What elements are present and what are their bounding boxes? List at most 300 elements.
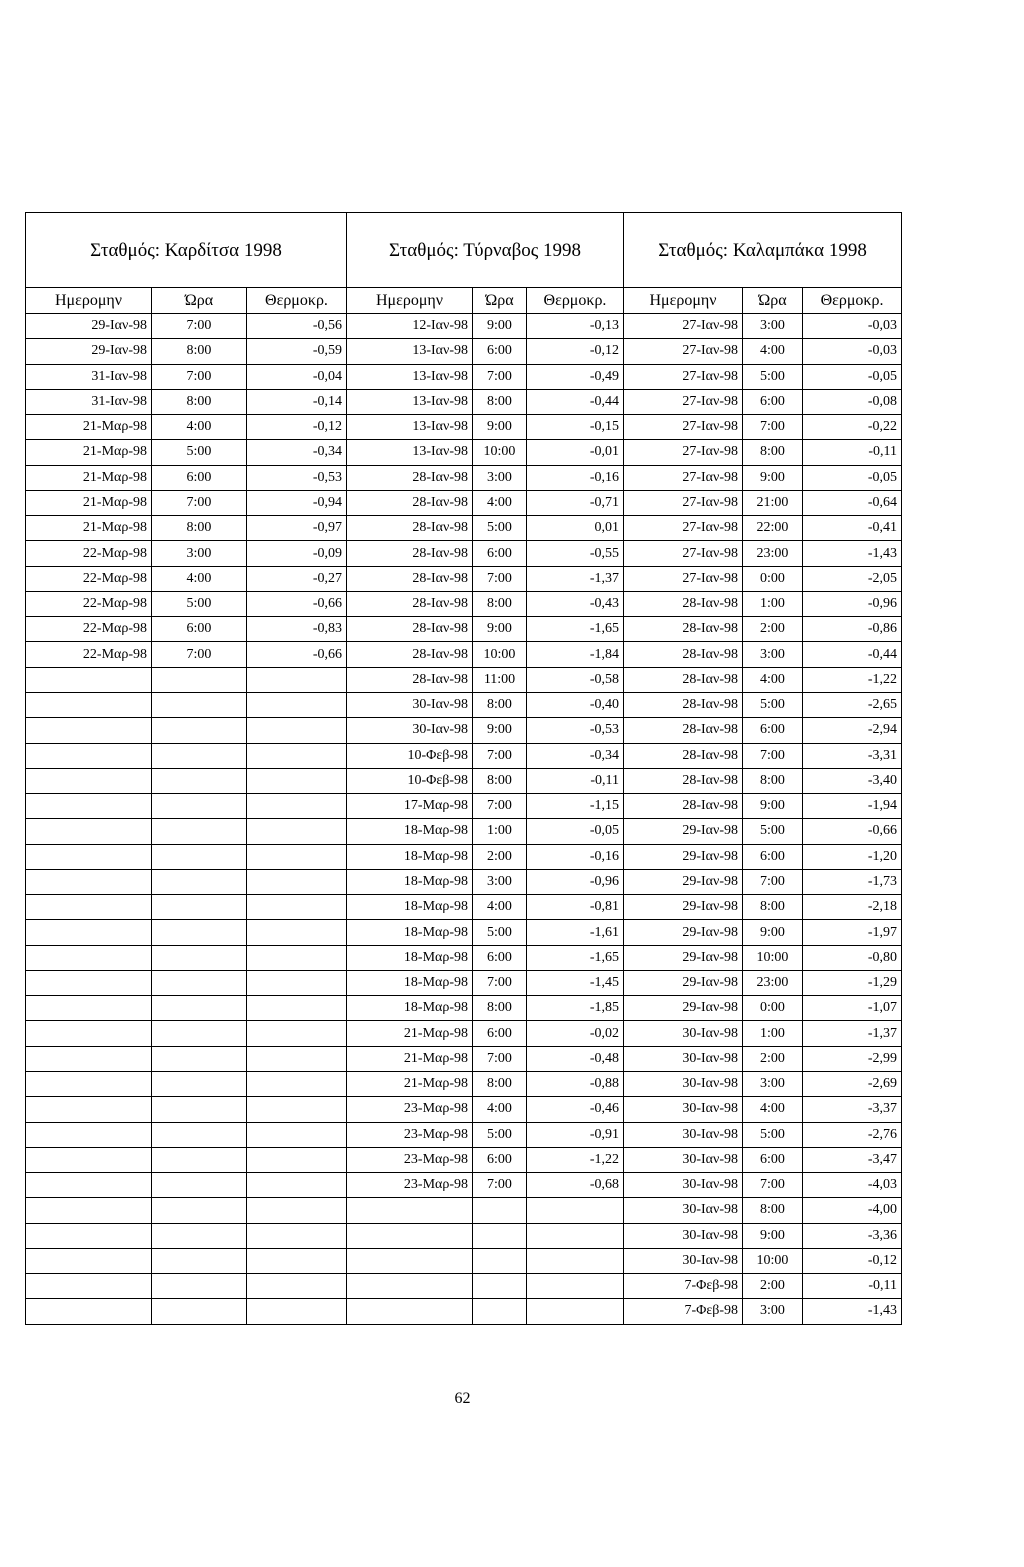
temp-cell: -0,16 [527, 844, 624, 869]
date-cell [26, 1097, 152, 1122]
date-cell: 22-Μαρ-98 [26, 617, 152, 642]
column-header-date: Ημερομην [347, 288, 473, 314]
temp-cell: -0,83 [247, 617, 347, 642]
date-cell: 23-Μαρ-98 [347, 1147, 473, 1172]
temp-cell: -3,40 [803, 768, 902, 793]
date-cell: 28-Ιαν-98 [347, 617, 473, 642]
time-cell [152, 794, 247, 819]
table-row [26, 743, 902, 768]
date-cell: 30-Ιαν-98 [624, 1173, 743, 1198]
date-cell: 30-Ιαν-98 [624, 1122, 743, 1147]
time-cell: 7:00 [152, 642, 247, 667]
date-cell: 29-Ιαν-98 [624, 970, 743, 995]
time-cell: 4:00 [473, 490, 527, 515]
temp-cell: -0,94 [247, 490, 347, 515]
date-cell: 28-Ιαν-98 [347, 465, 473, 490]
temp-cell: -0,46 [527, 1097, 624, 1122]
table-row [26, 1248, 902, 1273]
time-cell: 6:00 [473, 1021, 527, 1046]
date-cell: 18-Μαρ-98 [347, 819, 473, 844]
time-cell: 9:00 [743, 794, 803, 819]
time-cell: 23:00 [743, 970, 803, 995]
date-cell: 29-Ιαν-98 [624, 819, 743, 844]
table-row [26, 516, 902, 541]
temp-cell: -1,37 [527, 566, 624, 591]
date-cell [26, 1299, 152, 1324]
date-cell: 28-Ιαν-98 [624, 591, 743, 616]
temp-cell: -0,09 [247, 541, 347, 566]
temp-cell [247, 945, 347, 970]
date-cell: 18-Μαρ-98 [347, 920, 473, 945]
date-cell: 27-Ιαν-98 [624, 465, 743, 490]
temp-cell: -0,08 [803, 389, 902, 414]
table-row [26, 1299, 902, 1324]
time-cell [152, 1021, 247, 1046]
time-cell [152, 920, 247, 945]
date-cell: 27-Ιαν-98 [624, 516, 743, 541]
time-cell: 7:00 [473, 794, 527, 819]
time-cell: 7:00 [473, 743, 527, 768]
date-cell [26, 1274, 152, 1299]
time-cell: 3:00 [152, 541, 247, 566]
temp-cell: -0,12 [803, 1248, 902, 1273]
date-cell: 30-Ιαν-98 [624, 1046, 743, 1071]
time-cell: 11:00 [473, 667, 527, 692]
time-cell: 8:00 [473, 768, 527, 793]
time-cell: 0:00 [743, 996, 803, 1021]
time-cell: 4:00 [152, 415, 247, 440]
time-cell: 10:00 [473, 642, 527, 667]
table-row [26, 1046, 902, 1071]
column-header-temp: Θερμοκρ. [527, 288, 624, 314]
date-cell: 31-Ιαν-98 [26, 364, 152, 389]
date-cell [26, 692, 152, 717]
station-header-row [26, 213, 902, 288]
time-cell: 7:00 [473, 1046, 527, 1071]
date-cell: 21-Μαρ-98 [347, 1046, 473, 1071]
temp-cell: -1,22 [803, 667, 902, 692]
table-row [26, 415, 902, 440]
temp-cell: -0,44 [527, 389, 624, 414]
date-cell: 28-Ιαν-98 [347, 541, 473, 566]
temp-cell: -0,43 [527, 591, 624, 616]
temp-cell [527, 1248, 624, 1273]
date-cell [347, 1248, 473, 1273]
time-cell [152, 1299, 247, 1324]
time-cell: 7:00 [152, 490, 247, 515]
time-cell: 2:00 [743, 617, 803, 642]
temp-cell [247, 1097, 347, 1122]
time-cell [152, 692, 247, 717]
time-cell [152, 1173, 247, 1198]
time-cell: 3:00 [743, 642, 803, 667]
temp-cell: -0,22 [803, 415, 902, 440]
date-cell: 22-Μαρ-98 [26, 591, 152, 616]
column-header-temp: Θερμοκρ. [247, 288, 347, 314]
date-cell: 28-Ιαν-98 [347, 667, 473, 692]
time-cell: 1:00 [473, 819, 527, 844]
temp-cell: -1,61 [527, 920, 624, 945]
date-cell [26, 844, 152, 869]
date-cell [26, 1021, 152, 1046]
date-cell [26, 1122, 152, 1147]
date-cell: 29-Ιαν-98 [624, 945, 743, 970]
time-cell [152, 768, 247, 793]
date-cell [26, 1147, 152, 1172]
date-cell: 23-Μαρ-98 [347, 1097, 473, 1122]
time-cell: 6:00 [152, 617, 247, 642]
date-cell [26, 1248, 152, 1273]
temp-cell: -0,12 [527, 339, 624, 364]
time-cell: 7:00 [152, 314, 247, 339]
date-cell: 28-Ιαν-98 [624, 743, 743, 768]
time-cell: 22:00 [743, 516, 803, 541]
date-cell: 27-Ιαν-98 [624, 566, 743, 591]
table-body [26, 213, 902, 1325]
temp-cell: -1,43 [803, 541, 902, 566]
temp-cell: -0,16 [527, 465, 624, 490]
temp-cell: 0,01 [527, 516, 624, 541]
temp-cell: -0,64 [803, 490, 902, 515]
time-cell: 5:00 [743, 364, 803, 389]
date-cell: 18-Μαρ-98 [347, 996, 473, 1021]
temp-cell: -3,37 [803, 1097, 902, 1122]
time-cell: 10:00 [473, 440, 527, 465]
time-cell: 1:00 [743, 1021, 803, 1046]
temp-cell: -0,40 [527, 692, 624, 717]
temp-cell: -3,47 [803, 1147, 902, 1172]
time-cell: 10:00 [743, 945, 803, 970]
date-cell: 18-Μαρ-98 [347, 945, 473, 970]
temp-cell: -0,44 [803, 642, 902, 667]
date-cell: 18-Μαρ-98 [347, 895, 473, 920]
table-row [26, 591, 902, 616]
table-row [26, 1223, 902, 1248]
time-cell: 9:00 [473, 617, 527, 642]
temp-cell: -1,45 [527, 970, 624, 995]
table-row [26, 718, 902, 743]
temp-cell: -0,53 [527, 718, 624, 743]
temp-cell: -3,31 [803, 743, 902, 768]
table-row [26, 1274, 902, 1299]
temp-cell: -1,85 [527, 996, 624, 1021]
temp-cell: -0,97 [247, 516, 347, 541]
temp-cell: -2,05 [803, 566, 902, 591]
date-cell: 17-Μαρ-98 [347, 794, 473, 819]
time-cell: 8:00 [152, 516, 247, 541]
table-row [26, 794, 902, 819]
temp-cell [247, 869, 347, 894]
temp-cell: -2,65 [803, 692, 902, 717]
time-cell: 6:00 [743, 718, 803, 743]
time-cell [152, 1097, 247, 1122]
time-cell [473, 1223, 527, 1248]
time-cell: 5:00 [743, 819, 803, 844]
date-cell: 23-Μαρ-98 [347, 1122, 473, 1147]
date-cell: 27-Ιαν-98 [624, 339, 743, 364]
table-row [26, 1097, 902, 1122]
temp-cell [247, 768, 347, 793]
date-cell: 23-Μαρ-98 [347, 1173, 473, 1198]
time-cell: 8:00 [152, 339, 247, 364]
temp-cell: -0,55 [527, 541, 624, 566]
temp-cell: -1,65 [527, 945, 624, 970]
temp-cell: -4,00 [803, 1198, 902, 1223]
date-cell: 10-Φεβ-98 [347, 768, 473, 793]
temp-cell: -0,66 [247, 642, 347, 667]
table-row [26, 314, 902, 339]
temp-cell [247, 718, 347, 743]
time-cell: 5:00 [152, 591, 247, 616]
time-cell [473, 1299, 527, 1324]
time-cell: 7:00 [743, 415, 803, 440]
temp-cell: -0,96 [527, 869, 624, 894]
temp-cell [247, 895, 347, 920]
table-row [26, 490, 902, 515]
column-header-row [26, 288, 902, 314]
temp-cell [247, 1046, 347, 1071]
date-cell: 28-Ιαν-98 [347, 591, 473, 616]
time-cell [152, 743, 247, 768]
date-cell [26, 1198, 152, 1223]
date-cell [26, 819, 152, 844]
time-cell: 8:00 [473, 996, 527, 1021]
time-cell: 5:00 [743, 692, 803, 717]
time-cell [152, 1071, 247, 1096]
temp-cell: -0,53 [247, 465, 347, 490]
date-cell: 7-Φεβ-98 [624, 1274, 743, 1299]
time-cell [152, 1274, 247, 1299]
column-header-time: Ώρα [152, 288, 247, 314]
date-cell: 18-Μαρ-98 [347, 844, 473, 869]
time-cell: 8:00 [473, 591, 527, 616]
date-cell [26, 945, 152, 970]
time-cell [152, 1122, 247, 1147]
date-cell: 29-Ιαν-98 [26, 314, 152, 339]
time-cell: 3:00 [473, 465, 527, 490]
date-cell: 28-Ιαν-98 [624, 718, 743, 743]
table-row [26, 617, 902, 642]
table-row [26, 945, 902, 970]
table-row [26, 1122, 902, 1147]
date-cell: 30-Ιαν-98 [624, 1147, 743, 1172]
table-row [26, 541, 902, 566]
time-cell: 7:00 [743, 1173, 803, 1198]
date-cell [26, 1071, 152, 1096]
temp-cell: -2,99 [803, 1046, 902, 1071]
time-cell [152, 1046, 247, 1071]
table-row [26, 895, 902, 920]
temp-cell: -3,36 [803, 1223, 902, 1248]
time-cell: 9:00 [473, 718, 527, 743]
table-row [26, 1071, 902, 1096]
date-cell: 30-Ιαν-98 [624, 1198, 743, 1223]
date-cell: 29-Ιαν-98 [624, 844, 743, 869]
time-cell: 4:00 [743, 339, 803, 364]
temp-cell: -1,15 [527, 794, 624, 819]
time-cell: 1:00 [743, 591, 803, 616]
time-cell [152, 970, 247, 995]
date-cell: 30-Ιαν-98 [624, 1223, 743, 1248]
time-cell: 8:00 [473, 692, 527, 717]
temp-cell [247, 1071, 347, 1096]
temp-cell [527, 1299, 624, 1324]
table-row [26, 667, 902, 692]
date-cell [26, 768, 152, 793]
time-cell: 6:00 [473, 1147, 527, 1172]
time-cell: 7:00 [473, 970, 527, 995]
time-cell [152, 667, 247, 692]
temp-cell: -0,86 [803, 617, 902, 642]
date-cell: 13-Ιαν-98 [347, 389, 473, 414]
table-row [26, 389, 902, 414]
time-cell: 7:00 [743, 743, 803, 768]
table-row [26, 642, 902, 667]
page-number: 62 [454, 1390, 471, 1407]
date-cell: 21-Μαρ-98 [26, 465, 152, 490]
date-cell: 29-Ιαν-98 [624, 920, 743, 945]
date-cell: 30-Ιαν-98 [624, 1097, 743, 1122]
date-cell: 12-Ιαν-98 [347, 314, 473, 339]
time-cell: 6:00 [152, 465, 247, 490]
temp-cell: -1,97 [803, 920, 902, 945]
date-cell: 27-Ιαν-98 [624, 541, 743, 566]
temp-cell: -1,07 [803, 996, 902, 1021]
date-cell [26, 743, 152, 768]
time-cell: 7:00 [152, 364, 247, 389]
date-cell: 13-Ιαν-98 [347, 440, 473, 465]
table-row [26, 1021, 902, 1046]
date-cell: 28-Ιαν-98 [624, 692, 743, 717]
time-cell: 4:00 [473, 895, 527, 920]
time-cell [152, 945, 247, 970]
time-cell: 3:00 [473, 869, 527, 894]
date-cell [26, 1223, 152, 1248]
date-cell: 28-Ιαν-98 [347, 516, 473, 541]
date-cell: 27-Ιαν-98 [624, 314, 743, 339]
date-cell: 30-Ιαν-98 [624, 1021, 743, 1046]
temp-cell [247, 819, 347, 844]
table-row [26, 339, 902, 364]
table-row [26, 692, 902, 717]
station-title-karditsa: Σταθμός: Καρδίτσα 1998 [26, 213, 347, 288]
time-cell: 23:00 [743, 541, 803, 566]
temp-cell: -0,71 [527, 490, 624, 515]
time-cell: 5:00 [473, 516, 527, 541]
temp-cell [247, 996, 347, 1021]
table-row [26, 819, 902, 844]
temp-cell: -0,03 [803, 314, 902, 339]
date-cell: 30-Ιαν-98 [624, 1071, 743, 1096]
temp-cell: -0,03 [803, 339, 902, 364]
date-cell [26, 794, 152, 819]
time-cell: 6:00 [743, 844, 803, 869]
temp-cell: -0,88 [527, 1071, 624, 1096]
date-cell: 30-Ιαν-98 [347, 718, 473, 743]
date-cell: 22-Μαρ-98 [26, 541, 152, 566]
temp-cell: -1,73 [803, 869, 902, 894]
date-cell: 18-Μαρ-98 [347, 869, 473, 894]
temp-cell: -2,18 [803, 895, 902, 920]
date-cell: 21-Μαρ-98 [26, 490, 152, 515]
temp-cell: -0,13 [527, 314, 624, 339]
time-cell: 7:00 [743, 869, 803, 894]
time-cell [152, 1248, 247, 1273]
date-cell [26, 996, 152, 1021]
date-cell [347, 1274, 473, 1299]
table-row [26, 1173, 902, 1198]
temperature-table [25, 212, 902, 1325]
date-cell [26, 895, 152, 920]
temp-cell [247, 970, 347, 995]
time-cell [152, 1198, 247, 1223]
temp-cell [247, 1248, 347, 1273]
temp-cell: -0,66 [247, 591, 347, 616]
temp-cell [527, 1198, 624, 1223]
time-cell: 9:00 [743, 1223, 803, 1248]
time-cell: 4:00 [473, 1097, 527, 1122]
time-cell: 2:00 [743, 1046, 803, 1071]
time-cell: 2:00 [473, 844, 527, 869]
date-cell [26, 869, 152, 894]
date-cell: 28-Ιαν-98 [347, 490, 473, 515]
date-cell: 13-Ιαν-98 [347, 339, 473, 364]
time-cell [152, 1223, 247, 1248]
table-row [26, 440, 902, 465]
time-cell: 9:00 [743, 920, 803, 945]
temp-cell: -0,01 [527, 440, 624, 465]
time-cell: 2:00 [743, 1274, 803, 1299]
temp-cell: -0,15 [527, 415, 624, 440]
table-row [26, 920, 902, 945]
date-cell: 7-Φεβ-98 [624, 1299, 743, 1324]
temp-cell: -0,05 [803, 465, 902, 490]
temp-cell: -0,11 [803, 440, 902, 465]
time-cell: 9:00 [473, 415, 527, 440]
date-cell: 30-Ιαν-98 [624, 1248, 743, 1273]
temp-cell [247, 1223, 347, 1248]
date-cell [26, 667, 152, 692]
column-header-temp: Θερμοκρ. [803, 288, 902, 314]
temp-cell: -1,20 [803, 844, 902, 869]
temp-cell: -0,04 [247, 364, 347, 389]
time-cell [473, 1198, 527, 1223]
date-cell: 28-Ιαν-98 [624, 642, 743, 667]
date-cell: 28-Ιαν-98 [347, 566, 473, 591]
date-cell: 21-Μαρ-98 [347, 1021, 473, 1046]
date-cell [347, 1223, 473, 1248]
time-cell: 8:00 [743, 440, 803, 465]
time-cell: 9:00 [473, 314, 527, 339]
temp-cell: -0,02 [527, 1021, 624, 1046]
temp-cell: -0,80 [803, 945, 902, 970]
temp-cell [247, 1274, 347, 1299]
time-cell: 8:00 [152, 389, 247, 414]
temp-cell: -1,43 [803, 1299, 902, 1324]
temp-cell: -0,68 [527, 1173, 624, 1198]
time-cell: 3:00 [743, 1299, 803, 1324]
table-row [26, 869, 902, 894]
table-row [26, 996, 902, 1021]
date-cell: 21-Μαρ-98 [26, 516, 152, 541]
time-cell: 5:00 [152, 440, 247, 465]
date-cell: 13-Ιαν-98 [347, 415, 473, 440]
time-cell [473, 1274, 527, 1299]
temp-cell: -0,58 [527, 667, 624, 692]
column-header-date: Ημερομην [26, 288, 152, 314]
time-cell: 5:00 [473, 920, 527, 945]
temp-cell: -0,11 [803, 1274, 902, 1299]
